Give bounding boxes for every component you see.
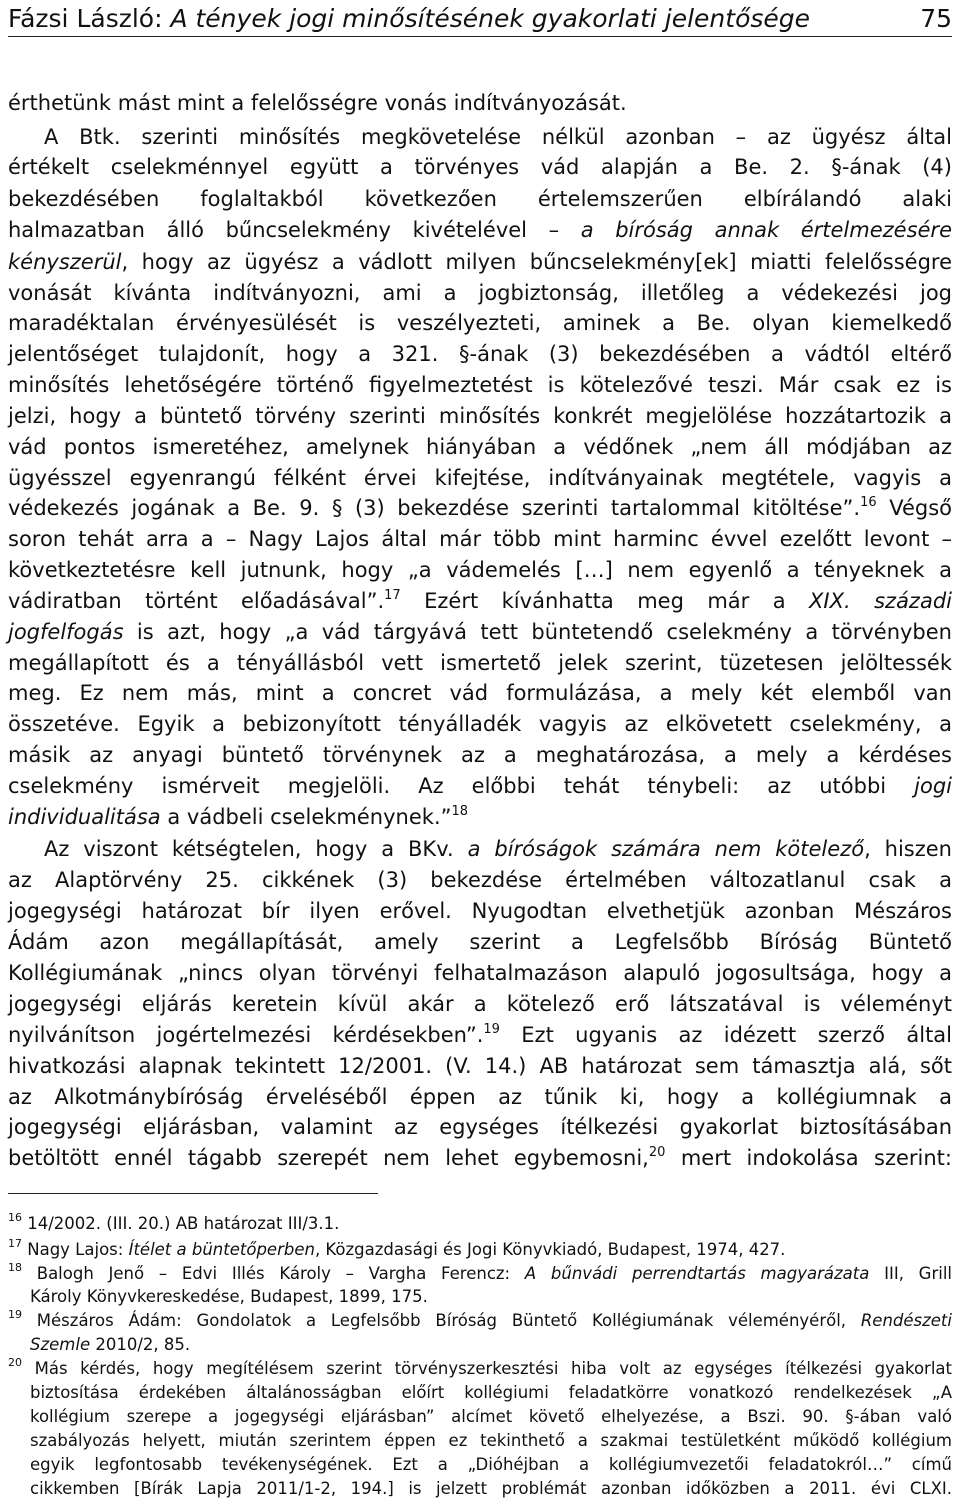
text-run: nyilvánítson jogértelmezési kérdésekben”. [8,1023,484,1047]
body-line [8,1052,952,1080]
body-line [8,556,952,584]
body-line [8,741,952,769]
italic-text: a bíróság annak értelmezésére [580,218,952,242]
body-line [8,153,952,181]
body-line [8,248,952,276]
text-run: jogegységi eljárás keretein kívül akár a kötelező erő látszatával is véleményt [8,992,952,1016]
footnote-ref: 18 [451,804,469,819]
body-line [8,649,952,677]
text-run: mert indokolása szerint: [665,1146,952,1170]
italic-text: Rendészeti [860,1311,952,1330]
body-line [8,866,952,894]
text-run: védekezés jogának a Be. 9. § (3) bekezdése szerinti tartalommal kitöltése”. [8,496,861,520]
text-run: megállapított és a tényállásból vett ismertető jelek szerint, tüzetesen jelöltessék [8,651,952,675]
text-run: 14/2002. (III. 20.) AB határozat III/3.1. [22,1214,340,1233]
text-run: vádiratban történt előadásával”. [8,589,385,613]
text-run: Végső [876,496,952,520]
footnote-ref: 20 [648,1145,666,1160]
footnote-line [30,1453,952,1477]
footnote-line [30,1285,952,1309]
body-line [8,1083,952,1111]
body-line [8,1021,952,1049]
text-run: érthetünk mást mint a felelősségre vonás indítványozását. [8,91,627,115]
text-run: összetéve. Egyik a bebizonyított tényálladék vagyis az elkövetett cselekmény, a [8,712,952,736]
text-run: Kollégiumának „nincs olyan törvényi felhatalmazáson alapuló jogosultsága, hogy a [8,961,952,985]
header-title: A tények jogi minősítésének gyakorlati jelentősége [170,4,811,33]
text-run: vád pontos ismeretéhez, amelynek hiányában a védőnek „nem áll módjában az [8,435,952,459]
body-line [8,679,952,707]
text-run: hivatkozási alapnak tekintett 12/2001. (V. 14.) AB határozat sem támasztja alá, sőt [8,1054,952,1078]
footnote-ref: 20 [8,1356,22,1369]
text-run: A Btk. szerinti minősítés megkövetelése nélkül azonban – az ügyész által [44,125,952,149]
text-run: is azt, hogy „a vád tárgyává tett büntetendő cselekmény a törvényben [123,620,952,644]
body-line [8,710,952,738]
footnote-ref: 16 [8,1211,22,1224]
footnote-ref: 17 [384,588,401,603]
body-line [8,990,952,1018]
text-run: Az viszont kétségtelen, hogy a BKv. [44,837,468,861]
text-run: jogegységi határozat bír ilyen erővel. Nyugodtan elvethetjük azonban Mészáros [8,899,952,923]
body-line [8,618,952,646]
body-line [8,1113,952,1141]
text-run: , Közgazdasági és Jogi Könyvkiadó, Budapest, 1974, 427. [314,1240,786,1259]
text-run: másik az anyagi büntető törvénynek az a meghatározása, a mely a kérdéses [8,743,952,767]
text-run: Nagy Lajos: [22,1240,129,1259]
footnote-line [30,1429,952,1453]
footnote-ref: 16 [860,495,877,510]
body-line [8,216,952,244]
footnote-ref: 19 [483,1022,500,1037]
footnote-line [8,1212,952,1236]
body-line [8,928,952,956]
body-line [8,494,952,522]
text-run: III, Grill [869,1264,953,1283]
body-line [8,803,952,831]
body-line [8,309,952,337]
text-run: Ádám azon megállapítását, amely szerint a Legfelsőbb Bíróság Büntető [8,930,952,954]
body-line [8,525,952,553]
italic-text: Ítélet a büntetőperben [128,1240,315,1259]
footnote-line [8,1309,952,1333]
text-run: betöltött ennél tágabb szerepét nem lehet egybemosni, [8,1146,649,1170]
text-run: ügyésszel egyenrangú félként érvei kifejtése, indítványainak megtétele, vagyis a [8,466,952,490]
text-run: cselekmény ismérveit megjelöli. Az előbbi tehát ténybeli: az utóbbi [8,774,915,798]
footnote-ref: 18 [8,1261,22,1274]
text-run: soron tehát arra a – Nagy Lajos által már több mint harminc évvel ezelőtt levont – [8,527,952,551]
footnote-separator [8,1193,378,1194]
body-line [8,371,952,399]
footnote-line [30,1477,952,1501]
text-run: bekezdésében foglaltakból következően értelemszerűen elbírálandó alaki [8,187,952,211]
page-number: 75 [920,4,952,33]
text-run: , hogy az ügyész a vádlott milyen bűncselekmény[ek] miatti felelősségre [121,250,952,274]
text-run: biztosítása érdekében általánosságban előírt kollégiumi feladatkörre vonatkozó rendelkezések „A [30,1383,952,1402]
footnote-line [30,1333,952,1357]
italic-text: jogi [914,774,952,798]
italic-text: jogfelfogás [8,620,124,644]
footnote-line [8,1357,952,1381]
text-run: Ezért kívánhatta meg már a [400,589,810,613]
text-run: értékelt cselekménnyel együtt a törvényes vád alapján a Be. 2. §-ának (4) [8,155,952,179]
body-line [44,835,952,863]
body-line [8,587,952,615]
body-line [8,1144,952,1172]
header-author: Fázsi László: [8,4,171,33]
text-run: a vádbeli cselekménynek.” [160,805,452,829]
footnote-ref: 19 [8,1308,22,1321]
body-line [8,89,952,117]
italic-text: A bűnvádi perrendtartás magyarázata [524,1264,870,1283]
text-run: szabályozás helyett, miután szerintem éppen ez tekinthető a szakmai testületként működő kollégium [30,1431,952,1450]
text-run: Más kérdés, hogy megítélésem szerint törvényszerkesztési hiba volt az egységes ítélkezési gyakorlat [22,1359,952,1378]
running-header [8,4,952,37]
body-line [8,772,952,800]
italic-text: Szemle [30,1335,91,1354]
text-run: halmazatban álló bűncselekmény kivételével – [8,218,581,242]
italic-text: XIX. századi [809,589,952,613]
body-line [8,897,952,925]
body-line [8,279,952,307]
text-run: Balogh Jenő – Edvi Illés Károly – Vargha Ferencz: [22,1264,525,1283]
text-run: meg. Ez nem más, mint a concret vád formulázása, a mely két elemből van [8,681,952,705]
body-line [44,123,952,151]
text-run: minősítés lehetőségére történő figyelmeztetést is kötelezővé teszi. Már csak ez is [8,373,952,397]
text-run: Ezt ugyanis az idézett szerző által [499,1023,953,1047]
body-line [8,340,952,368]
body-line [8,959,952,987]
footnote-line [30,1405,952,1429]
italic-text: kényszerül [8,250,122,274]
text-run: Károly Könyvkereskedése, Budapest, 1899, 175. [30,1287,428,1306]
text-run: 2010/2, 85. [90,1335,191,1354]
text-run: vonását kívánta indítványozni, ami a jogbiztonság, illetőleg a védekezési jog [8,281,952,305]
italic-text: a bíróságok számára nem kötelező [467,837,865,861]
text-run: jelzi, hogy a büntető törvény szerinti minősítés konkrét megjelölése hozzátartozik a [8,404,952,428]
footnote-ref: 17 [8,1237,22,1250]
body-line [8,433,952,461]
text-run: egyik legfontosabb tevékenységének. Ezt a „Dióhéjban a kollégiumvezetői feladatokról…” című [30,1455,952,1474]
body-line [8,402,952,430]
text-run: Mészáros Ádám: Gondolatok a Legfelsőbb Bíróság Büntető Kollégiumának véleményéről, [22,1311,861,1330]
body-line [8,464,952,492]
text-run: cikkemben [Bírák Lapja 2011/1-2, 194.] is jelzett problémát azonban időközben a 2011. évi CLXI. [30,1479,952,1498]
text-run: maradéktalan érvényesülését is veszélyezteti, aminek a Be. olyan kiemelkedő [8,311,952,335]
footnote-line [8,1262,952,1286]
text-run: , hiszen [864,837,952,861]
footnote-line [30,1381,952,1405]
text-run: jelentőséget tulajdonít, hogy a 321. §-ának (3) bekezdésében a vádtól eltérő [8,342,952,366]
text-run: következtetésre kell jutnunk, hogy „a vádemelés […] nem egyenlő a tényeknek a [8,558,952,582]
text-run: az Alaptörvény 25. cikkének (3) bekezdése értelmében változatlanul csak a [8,868,952,892]
text-run: jogegységi eljárásban, valamint az egységes ítélkezési gyakorlat biztosításában [8,1115,952,1139]
body-line [8,185,952,213]
text-run: kollégium szerepe a jogegységi eljárásban” alcímet követő elhelyezése, a Bszi. 90. §-ában való [30,1407,952,1426]
footnote-line [8,1238,952,1262]
italic-text: individualitása [8,805,161,829]
text-run: az Alkotmánybíróság érveléséből éppen az tűnik ki, hogy a kollégiumnak a [8,1085,952,1109]
